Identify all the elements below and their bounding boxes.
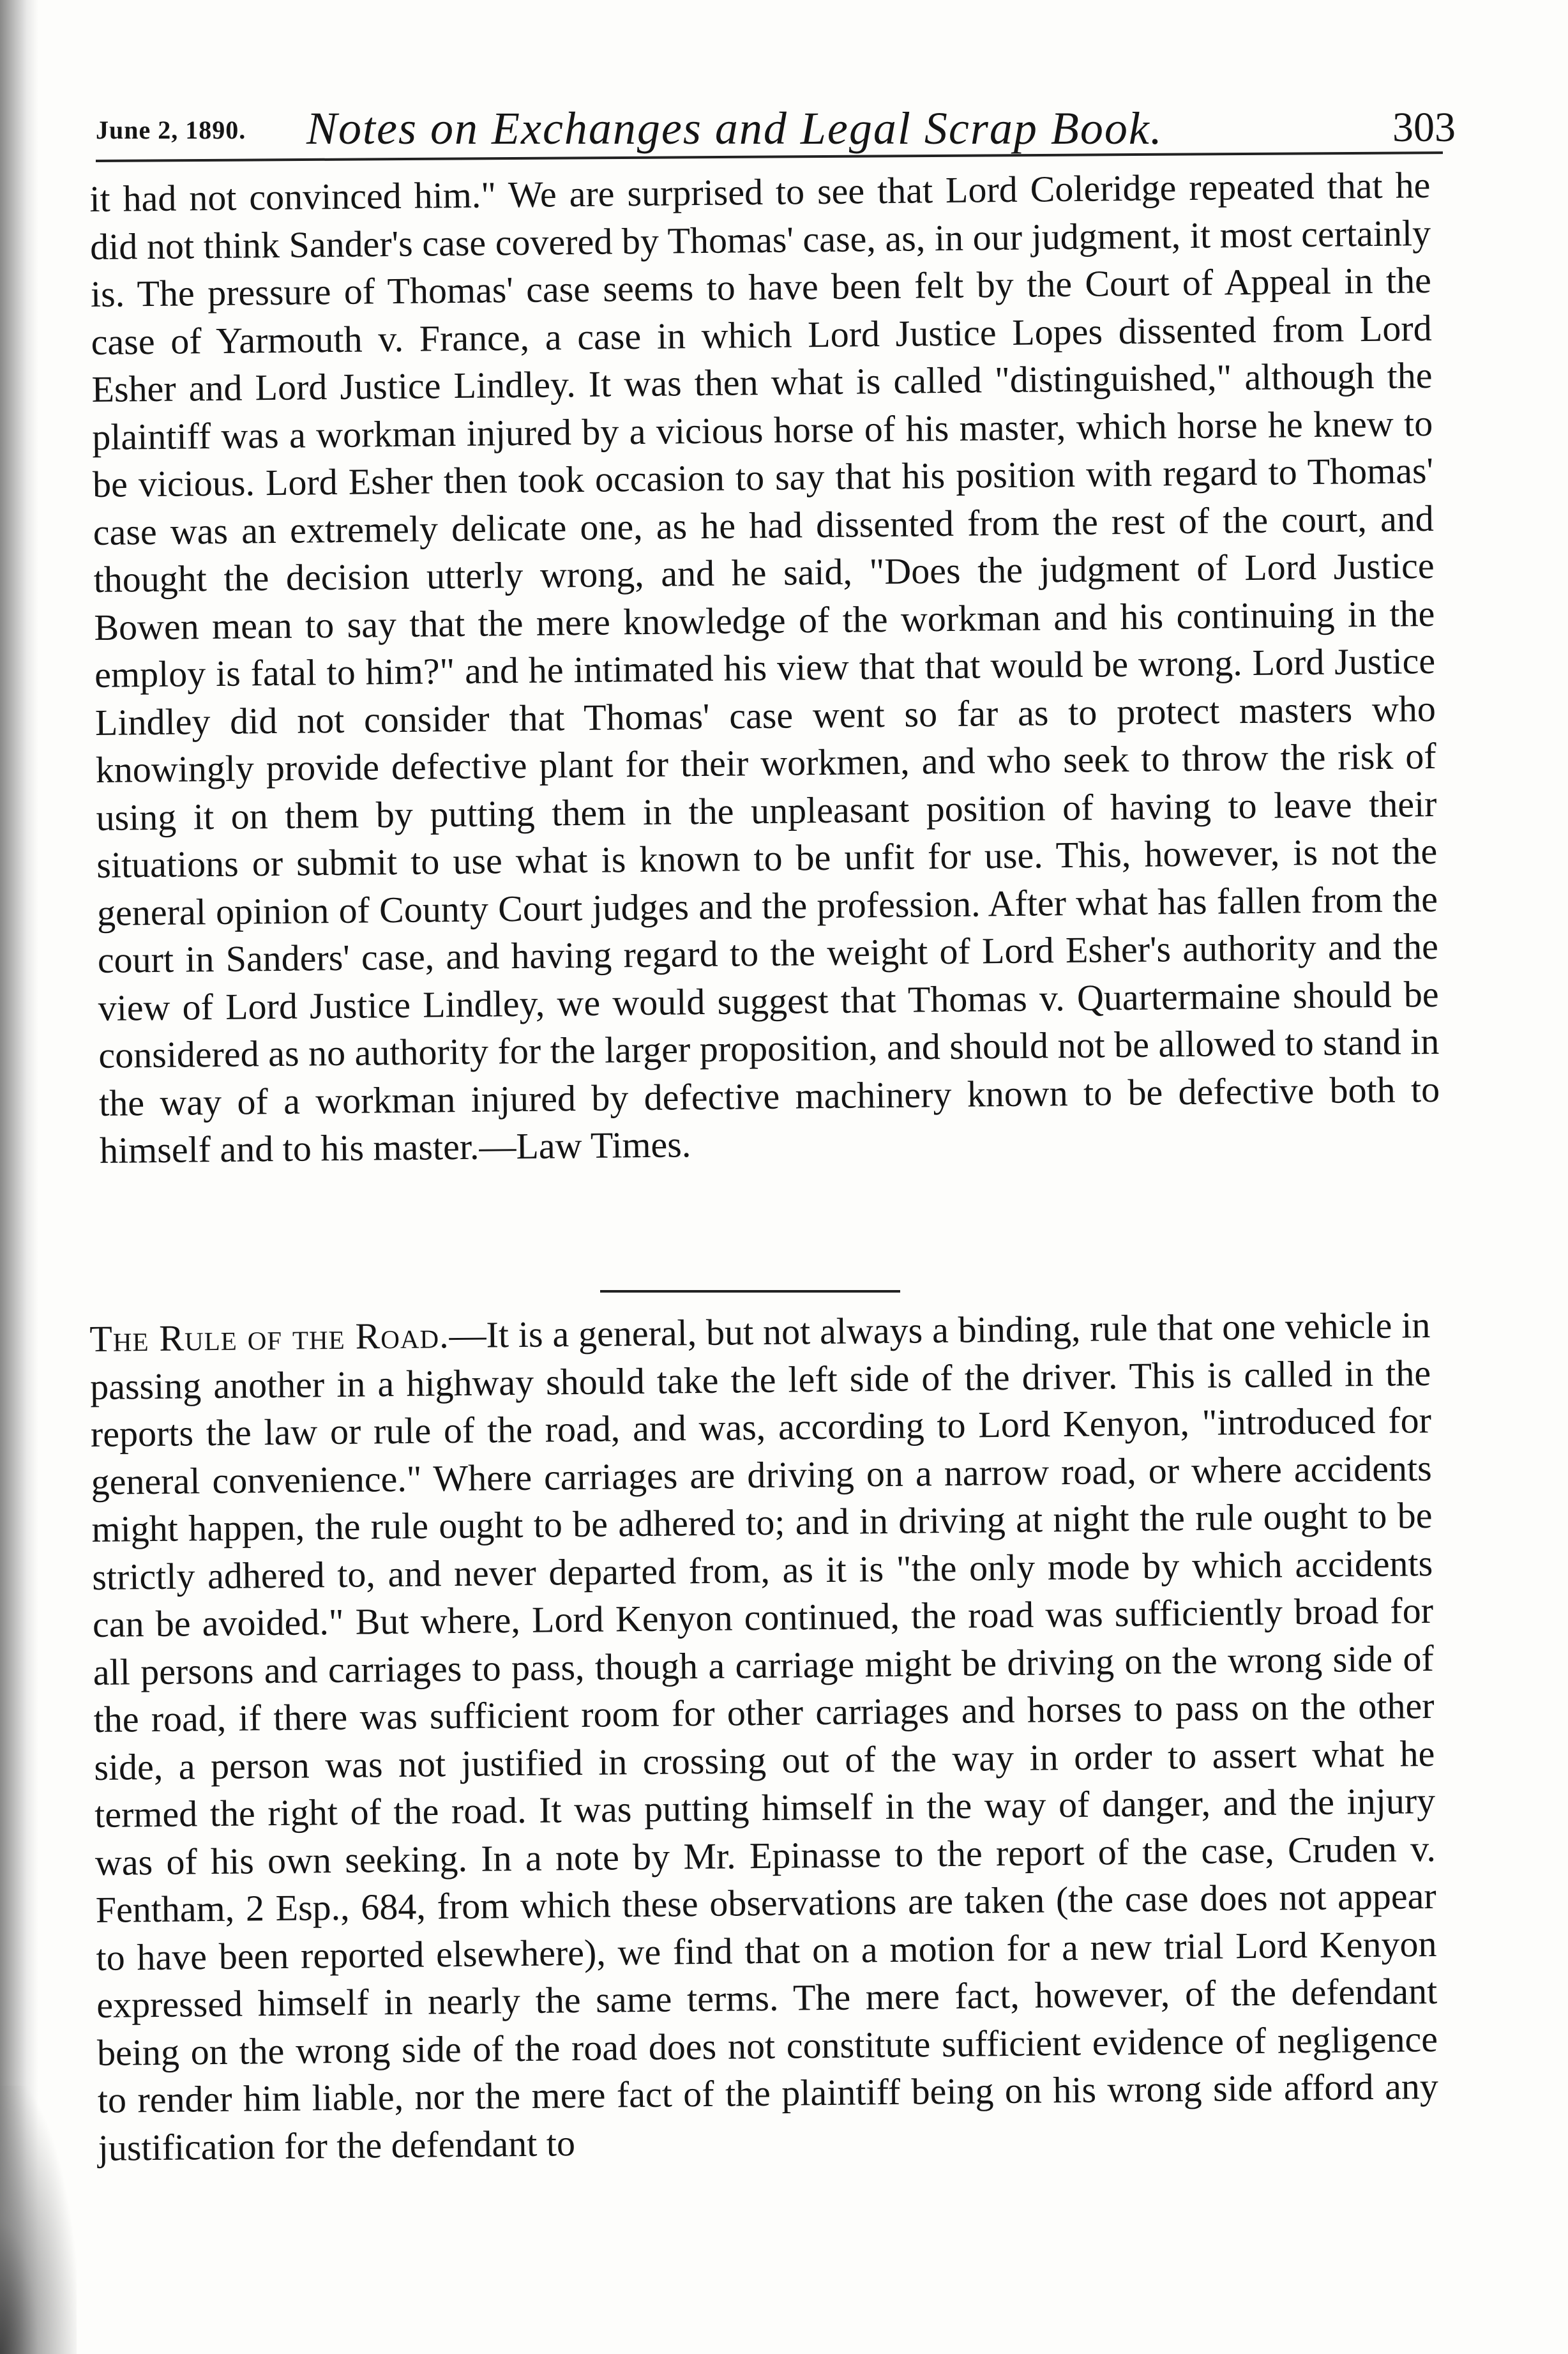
paragraph-rule-of-the-road (89, 1302, 1439, 2172)
running-title: Notes on Exchanges and Legal Scrap Book. (306, 103, 1163, 154)
paragraph-heading: The Rule of the Road. (89, 1314, 449, 1360)
paragraph-text: —It is a general, but not always a binding, rule that one vehicle in passing another in a highway should take the left side of the driver. This is called in the reports the law or rule of the road, and was, according to Lord Kenyon, "introduced for general convenience." Where carriages are driving on a narrow road, or where accidents might happen, the rule ought to be adhered to; and in driving at night the rule ought to be strictly adhered to, and never departed from, as it is "the only mode by which accidents can be avoided." But where, Lord Kenyon continued, the road was sufficiently broad for all persons and carriages to pass, though a carriage might be driving on the wrong side of the road, if there was sufficient room for other carriages and horses to pass on the other side, a person was not justified in crossing out of the way in order to assert what he termed the right of the road. It was putting himself in the way of danger, and the injury was of his own seeking. In a note by Mr. Epinasse to the report of the case, Cruden v. Fentham, 2 Esp., 684, from which these observations are taken (the case does not appear to have been reported elsewhere), we find that on a motion for a new trial Lord Kenyon expressed himself in nearly the same terms. The mere fact, however, of the defendant being on the wrong side of the road does not constitute sufficient evidence of negligence to render him liable, nor the mere fact of the plaintiff being on his wrong side afford any justification for the defendant to (89, 1304, 1439, 2169)
page-number: 303 (1392, 104, 1456, 151)
header-date: June 2, 1890. (96, 116, 246, 144)
section-divider (600, 1290, 900, 1293)
scan-shadow-edge (0, 0, 38, 2354)
scan-shadow-corner (0, 2086, 77, 2354)
paragraph-law-times-excerpt (89, 162, 1440, 1174)
paragraph-text: it had not convinced him." We are surprised to see that Lord Coleridge repeated that he did not think Sander's case covered by Thomas' case, as, in our judgment, it most certainly is. The pressure of Thomas' case seems to have been felt by the Court of Appeal in the case of Yarmouth v. France, a case in which Lord Justice Lopes dissented from Lord Esher and Lord Justice Lindley. It was then what is called "distinguished," although the plaintiff was a workman injured by a vicious horse of his master, which horse he knew to be vicious. Lord Esher then took occasion to say that his position with regard to Thomas' case was an extremely delicate one, as he had dissented from the rest of the court, and thought the decision utterly wrong, and he said, "Does the judgment of Lord Justice Bowen mean to say that the mere knowledge of the workman and his continuing in the employ is fatal to him?" and he intimated his view that that would be wrong. Lord Justice Lindley did not consider that Thomas' case went so far as to protect masters who knowingly provide defective plant for their workmen, and who seek to throw the risk of using it on them by putting them in the unpleasant position of having to leave their situations or submit to use what is known to be unfit for use. This, however, is not the general opinion of County Court judges and the profession. After what has fallen from the court in Sanders' case, and having regard to the weight of Lord Esher's authority and the view of Lord Justice Lindley, we would suggest that Thomas v. Quartermaine should be considered as no authority for the larger proposition, and should not be allowed to stand in the way of a workman injured by defective machinery known to be defective both to himself and to his master.—Law Times. (89, 164, 1440, 1171)
